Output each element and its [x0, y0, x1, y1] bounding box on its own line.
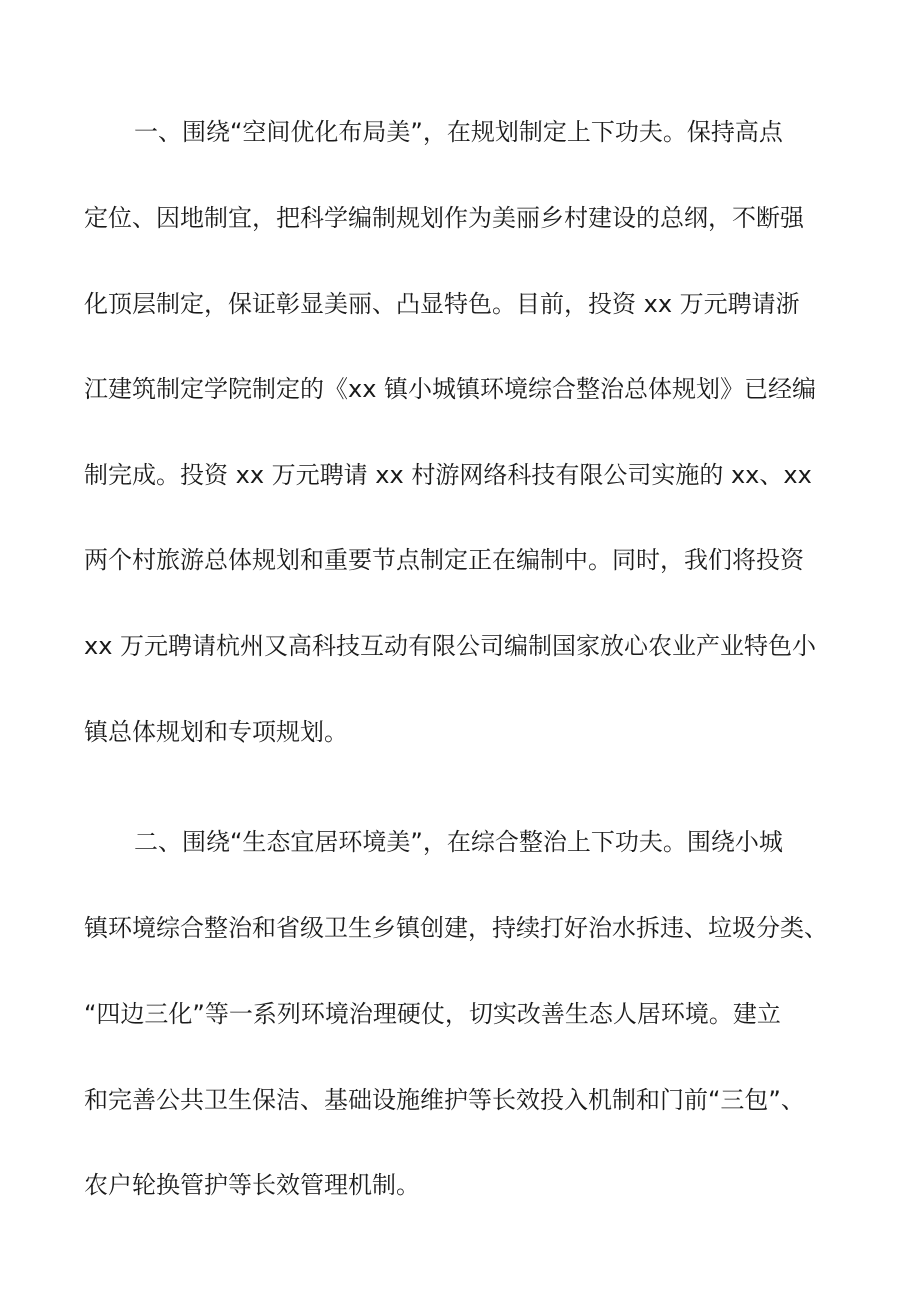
- paragraph-line: 和完善公共卫生保洁、基础设施维护等长效投入机制和门前“三包”、: [84, 1086, 805, 1114]
- paragraph-line: 二、围绕“生态宜居环境美”，在综合整治上下功夫。围绕小城: [134, 828, 783, 856]
- paragraph-line: 镇环境综合整治和省级卫生乡镇创建，持续打好治水拆违、垃圾分类、: [84, 914, 828, 942]
- paragraph-line: 镇总体规划和专项规划。: [84, 718, 348, 746]
- paragraph-line: 农户轮换管护等长效管理机制。: [84, 1171, 420, 1199]
- paragraph-line: 江建筑制定学院制定的《xx 镇小城镇环境综合整治总体规划》已经编: [84, 375, 817, 403]
- paragraph-line: 两个村旅游总体规划和重要节点制定正在编制中。同时，我们将投资: [84, 546, 804, 574]
- paragraph-line: 制完成。投资 xx 万元聘请 xx 村游网络科技有限公司实施的 xx、xx: [84, 461, 812, 489]
- paragraph-line: xx 万元聘请杭州又高科技互动有限公司编制国家放心农业产业特色小: [84, 632, 817, 660]
- paragraph-line: 定位、因地制宜，把科学编制规划作为美丽乡村建设的总纲，不断强: [84, 204, 804, 232]
- paragraph-line: 化顶层制定，保证彰显美丽、凸显特色。目前，投资 xx 万元聘请浙: [84, 290, 800, 318]
- paragraph-line: 一、围绕“空间优化布局美”，在规划制定上下功夫。保持高点: [134, 118, 783, 146]
- paragraph-line: “四边三化”等一系列环境治理硬仗，切实改善生态人居环境。建立: [84, 1000, 781, 1028]
